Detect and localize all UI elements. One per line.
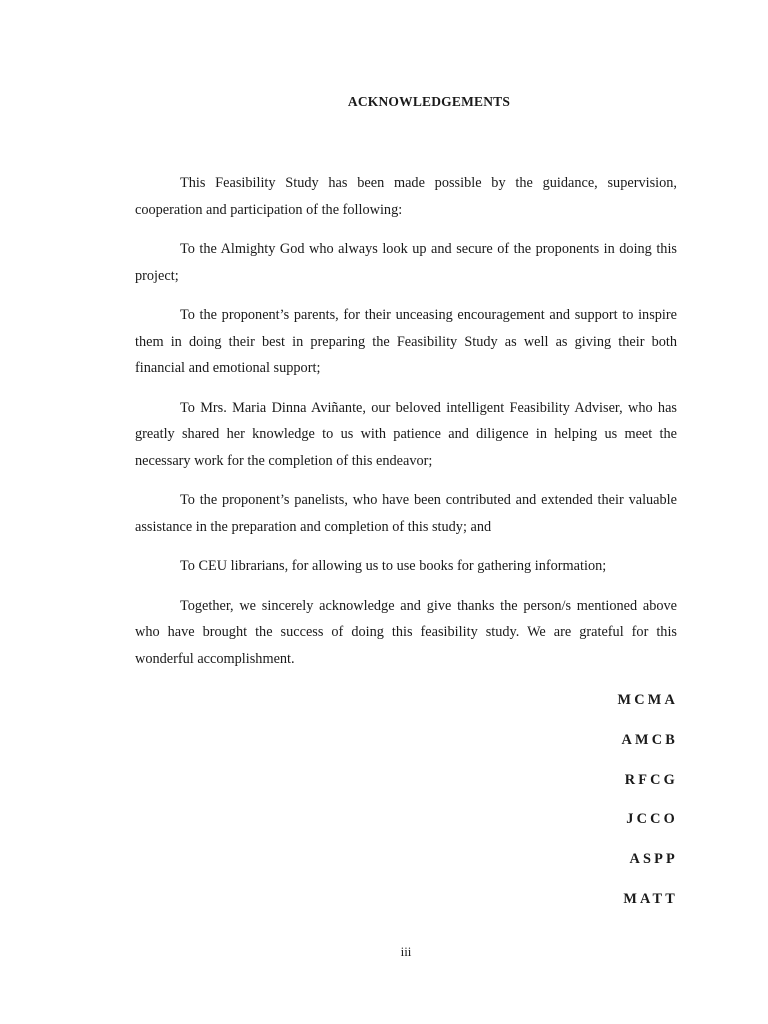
paragraph-closing: Together, we sincerely acknowledge and give thanks the person/s mentioned above who have brought the success of doing this feasibility study. We are grateful for this wonderful accomplishment. [135,597,677,667]
author-initials: JCCO [626,811,678,828]
paragraph-adviser: To Mrs. Maria Dinna Aviñante, our beloved intelligent Feasibility Adviser, who has greatly shared her knowledge to us with patience and diligence in helping us meet the necessary work for the completion of this endeavor; [135,399,677,469]
author-initials: AMCB [621,731,678,748]
author-initials-list [518,689,678,928]
paragraph-intro: This Feasibility Study has been made possible by the guidance, supervision, cooperation and participation of the following: [135,175,677,218]
acknowledgement-body [135,170,677,685]
page-title: ACKNOWLEDGEMENTS [347,94,511,109]
paragraph-parents: To the proponent’s parents, for their unceasing encouragement and support to inspire them in doing their best in preparing the Feasibility Study as well as giving their both financial and emotional support; [135,307,677,376]
author-initials: MATT [623,890,678,907]
author-initials: MCMA [617,692,678,708]
paragraph-panelists: To the proponent’s panelists, who have been contributed and extended their valuable assistance in the preparation and completion of this study; and [135,492,677,535]
author-initials: RFCG [624,771,678,788]
author-initials: ASPP [629,851,678,868]
paragraph-librarians: To CEU librarians, for allowing us to use books for gathering information; [180,558,607,574]
paragraph-god: To the Almighty God who always look up and secure of the proponents in doing this project; [135,241,677,284]
page-number: iii [400,944,412,959]
